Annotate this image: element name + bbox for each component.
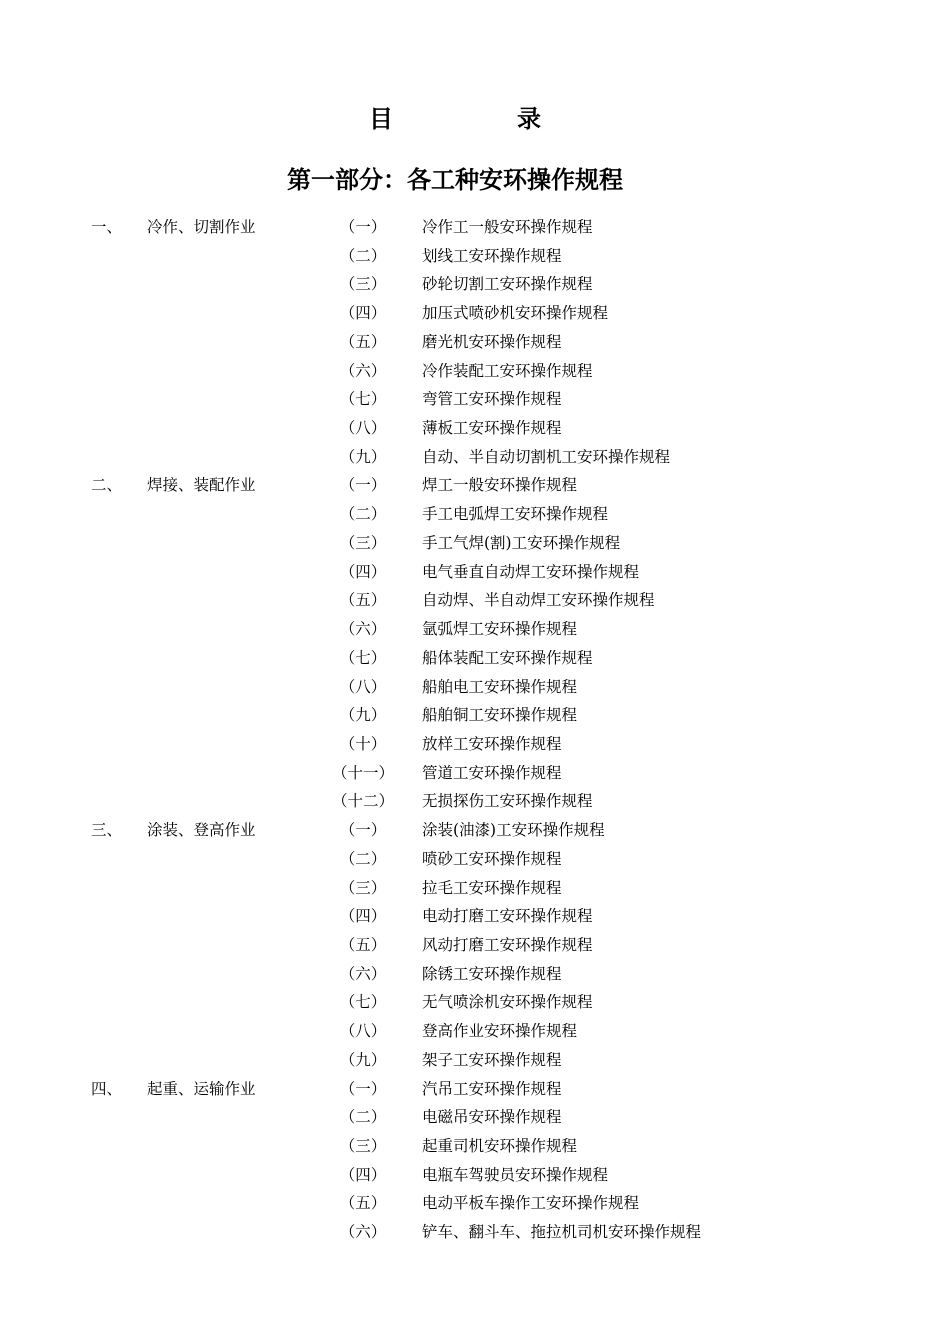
item-title: 划线工安环操作规程 bbox=[422, 246, 562, 265]
section-number: 二、 bbox=[91, 476, 123, 495]
table-of-contents bbox=[0, 213, 950, 1247]
item-title: 冷作工一般安环操作规程 bbox=[422, 218, 593, 236]
item-number: （八） bbox=[339, 419, 387, 438]
toc-row bbox=[0, 414, 950, 443]
item-title: 船舶电工安环操作规程 bbox=[422, 677, 578, 696]
toc-row bbox=[0, 787, 950, 816]
toc-row bbox=[0, 270, 950, 299]
item-number: （三） bbox=[339, 878, 387, 897]
item-number: （七） bbox=[339, 993, 387, 1012]
item-number: （二） bbox=[339, 246, 387, 265]
toc-row bbox=[0, 1189, 950, 1218]
item-number: （一） bbox=[339, 1079, 387, 1098]
item-number: （九） bbox=[339, 447, 387, 466]
section-name: 冷作、切割作业 bbox=[147, 218, 256, 236]
item-number: （二） bbox=[339, 1108, 387, 1127]
toc-row bbox=[0, 529, 950, 558]
item-title: 电瓶车驾驶员安环操作规程 bbox=[422, 1165, 609, 1184]
item-title: 薄板工安环操作规程 bbox=[422, 419, 562, 438]
item-title: 电动平板车操作工安环操作规程 bbox=[422, 1194, 640, 1213]
item-number: （三） bbox=[339, 1137, 387, 1155]
item-number: （四） bbox=[339, 562, 387, 581]
section-number: 三、 bbox=[91, 821, 123, 840]
item-title: 加压式喷砂机安环操作规程 bbox=[422, 304, 609, 323]
toc-row bbox=[0, 960, 950, 989]
toc-row bbox=[0, 701, 950, 730]
item-number: （六） bbox=[339, 620, 387, 639]
toc-row bbox=[0, 1161, 950, 1190]
part-title: 第一部分：各工种安环操作规程 bbox=[287, 166, 623, 194]
item-title: 手工电弧焊工安环操作规程 bbox=[422, 505, 609, 524]
item-title: 电动打磨工安环操作规程 bbox=[422, 907, 593, 926]
page-title: 目 录 bbox=[369, 105, 591, 133]
item-title: 拉毛工安环操作规程 bbox=[422, 878, 562, 897]
item-number: （七） bbox=[339, 390, 387, 409]
item-title: 氩弧焊工安环操作规程 bbox=[422, 620, 578, 639]
item-title: 焊工一般安环操作规程 bbox=[422, 476, 578, 495]
item-title: 船舶铜工安环操作规程 bbox=[422, 706, 578, 725]
item-number: （七） bbox=[339, 648, 387, 667]
item-number: （九） bbox=[339, 706, 387, 725]
item-title: 无损探伤工安环操作规程 bbox=[422, 792, 593, 811]
toc-row bbox=[0, 586, 950, 615]
item-title: 涂装(油漆)工安环操作规程 bbox=[422, 821, 605, 840]
toc-row bbox=[0, 845, 950, 874]
item-number: （六） bbox=[339, 361, 387, 380]
section-name: 涂装、登高作业 bbox=[147, 821, 256, 840]
item-title: 冷作装配工安环操作规程 bbox=[422, 361, 593, 380]
item-title: 登高作业安环操作规程 bbox=[422, 1022, 578, 1041]
toc-row bbox=[0, 471, 950, 500]
toc-row bbox=[0, 242, 950, 271]
toc-row bbox=[0, 328, 950, 357]
item-title: 电气垂直自动焊工安环操作规程 bbox=[422, 562, 640, 581]
item-title: 自动焊、半自动焊工安环操作规程 bbox=[422, 591, 655, 610]
toc-row bbox=[0, 874, 950, 903]
item-number: （六） bbox=[339, 964, 387, 983]
toc-row bbox=[0, 443, 950, 472]
item-title: 船体装配工安环操作规程 bbox=[422, 648, 593, 667]
item-title: 磨光机安环操作规程 bbox=[422, 332, 562, 351]
toc-row bbox=[0, 1017, 950, 1046]
item-number: （一） bbox=[339, 821, 387, 840]
item-number: （五） bbox=[339, 332, 387, 351]
toc-row bbox=[0, 213, 950, 242]
item-number: （一） bbox=[339, 218, 387, 236]
toc-row bbox=[0, 816, 950, 845]
toc-row bbox=[0, 299, 950, 328]
toc-row bbox=[0, 1132, 950, 1161]
item-title: 风动打磨工安环操作规程 bbox=[422, 935, 593, 954]
toc-row bbox=[0, 1075, 950, 1104]
item-number: （五） bbox=[339, 1194, 387, 1213]
toc-row bbox=[0, 673, 950, 702]
item-number: （五） bbox=[339, 935, 387, 954]
item-title: 起重司机安环操作规程 bbox=[422, 1137, 578, 1155]
item-title: 除锈工安环操作规程 bbox=[422, 964, 562, 983]
item-number: （十一） bbox=[332, 763, 395, 782]
item-title: 架子工安环操作规程 bbox=[422, 1050, 562, 1069]
item-number: （四） bbox=[339, 304, 387, 323]
section-name: 起重、运输作业 bbox=[147, 1079, 256, 1098]
item-number: （四） bbox=[339, 907, 387, 926]
toc-row bbox=[0, 1046, 950, 1075]
item-number: （二） bbox=[339, 505, 387, 524]
item-title: 无气喷涂机安环操作规程 bbox=[422, 993, 593, 1012]
item-title: 铲车、翻斗车、拖拉机司机安环操作规程 bbox=[422, 1223, 702, 1242]
item-number: （六） bbox=[339, 1223, 387, 1242]
item-number: （三） bbox=[339, 275, 387, 294]
toc-row bbox=[0, 988, 950, 1017]
item-number: （八） bbox=[339, 677, 387, 696]
item-number: （十二） bbox=[332, 792, 395, 811]
item-number: （八） bbox=[339, 1022, 387, 1041]
item-title: 喷砂工安环操作规程 bbox=[422, 849, 562, 868]
toc-row bbox=[0, 357, 950, 386]
item-title: 砂轮切割工安环操作规程 bbox=[422, 275, 593, 294]
toc-row bbox=[0, 730, 950, 759]
item-number: （五） bbox=[339, 591, 387, 610]
toc-row bbox=[0, 902, 950, 931]
section-number: 一、 bbox=[91, 218, 123, 236]
toc-row bbox=[0, 385, 950, 414]
item-title: 管道工安环操作规程 bbox=[422, 763, 562, 782]
item-title: 弯管工安环操作规程 bbox=[422, 390, 562, 409]
item-title: 电磁吊安环操作规程 bbox=[422, 1108, 562, 1127]
item-number: （一） bbox=[339, 476, 387, 495]
item-title: 手工气焊(割)工安环操作规程 bbox=[422, 533, 621, 552]
item-number: （四） bbox=[339, 1165, 387, 1184]
item-number: （二） bbox=[339, 849, 387, 868]
toc-row bbox=[0, 644, 950, 673]
toc-row bbox=[0, 1218, 950, 1247]
item-number: （三） bbox=[339, 533, 387, 552]
item-title: 汽吊工安环操作规程 bbox=[422, 1079, 562, 1098]
item-title: 自动、半自动切割机工安环操作规程 bbox=[422, 447, 671, 466]
section-name: 焊接、装配作业 bbox=[147, 476, 256, 495]
section-number: 四、 bbox=[91, 1079, 123, 1098]
toc-row bbox=[0, 558, 950, 587]
item-title: 放样工安环操作规程 bbox=[422, 734, 562, 753]
toc-row bbox=[0, 759, 950, 788]
toc-row bbox=[0, 931, 950, 960]
toc-row bbox=[0, 615, 950, 644]
item-number: （九） bbox=[339, 1050, 387, 1069]
item-number: （十） bbox=[339, 734, 387, 753]
toc-row bbox=[0, 1103, 950, 1132]
toc-row bbox=[0, 500, 950, 529]
